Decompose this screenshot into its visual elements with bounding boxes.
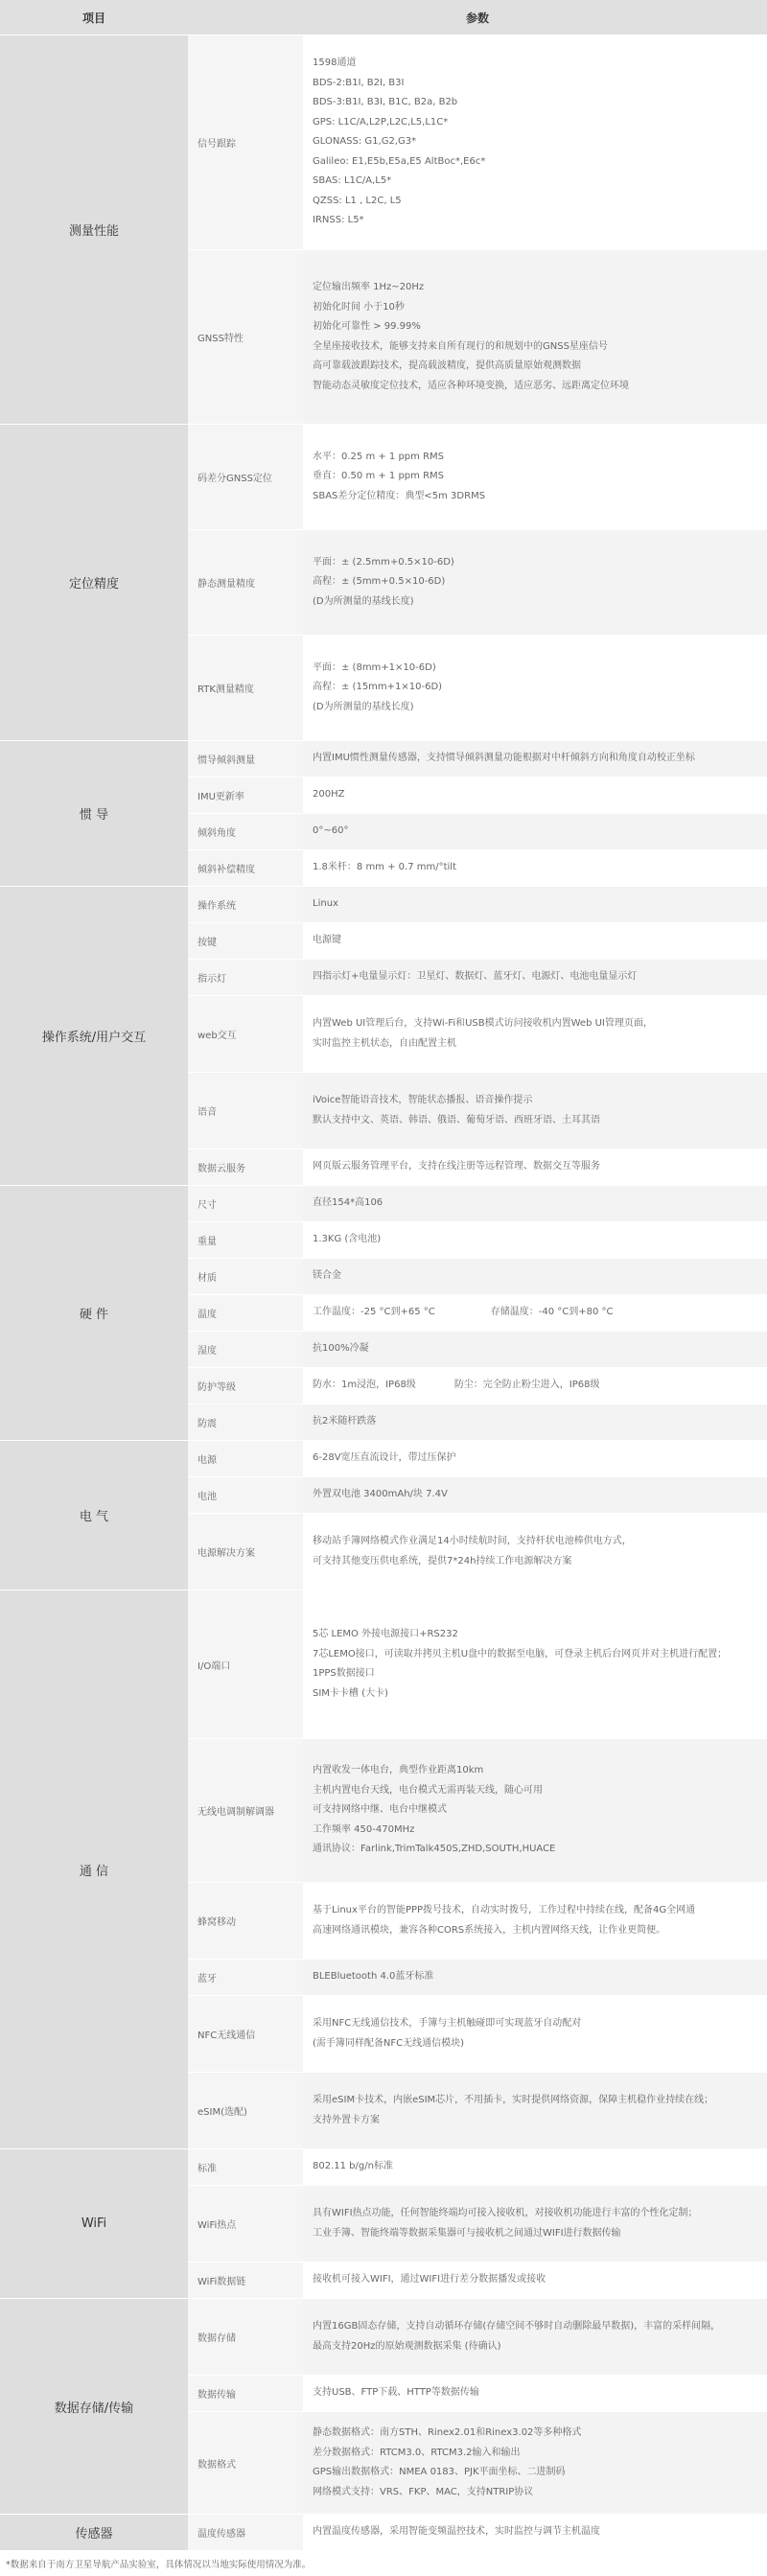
item-value: 水平：0.25 m + 1 ppm RMS 垂直：0.50 m + 1 ppm RMS SBAS差分定位精度：典型<5m 3DRMS [303,425,767,530]
item-value: 网页版云服务管理平台，支持在线注册等远程管理、数据交互等服务 [303,1149,767,1186]
item-label: 倾斜补偿精度 [188,850,303,887]
item-label: 无线电调制解调器 [188,1739,303,1883]
item-value: 外置双电池 3400mAh/块 7.4V [303,1477,767,1514]
item-value: 内置温度传感器，采用智能变频温控技术，实时监控与调节主机温度 [303,2515,767,2551]
item-label: I/O端口 [188,1590,303,1739]
item-label: 标准 [188,2149,303,2186]
header-params: 参数 [188,0,767,35]
category-wifi: WiFi [0,2149,188,2299]
header-row [0,0,767,35]
item-value: iVoice智能语音技术，智能状态播报、语音操作提示 默认支持中文、英语、韩语、俄语、葡萄牙语、西班牙语、土耳其语 [303,1073,767,1149]
footnote: *数据来自于南方卫星导航产品实验室，具体情况以当地实际使用情况为准。 [6,2560,312,2570]
item-value: 抗2米随杆跌落 [303,1404,767,1441]
item-label: GNSS特性 [188,250,303,425]
category-electric: 电 气 [0,1441,188,1590]
item-label: RTK测量精度 [188,636,303,741]
item-value: 定位输出频率 1Hz~20Hz 初始化时间 小于10秒 初始化可靠性 > 99.99% 全星座接收技术，能够支持来自所有现行的和规划中的GNSS星座信号 高可靠载波跟踪技术，提高载波精度，提供高质量原始观测数据 智能动态灵敏度定位技术，适应各种环境变换，适应恶劣、远距离定位环境 [303,250,767,425]
item-value: BLEBluetooth 4.0蓝牙标准 [303,1960,767,1996]
item-value: 内置收发一体电台，典型作业距离10km 主机内置电台天线，电台模式无需再装天线，随心可用 可支持网络中继、电台中继模式 工作频率 450-470MHz 通讯协议：Farlink,TrimTalk450S,ZHD,SOUTH,HUACE [303,1739,767,1883]
table-row [0,2299,767,2376]
item-label: 操作系统 [188,887,303,923]
item-value: 直径154*高106 [303,1186,767,1222]
item-label: 信号跟踪 [188,35,303,250]
item-label: 防护等级 [188,1368,303,1404]
table-row [0,425,767,530]
item-value: 防水：1m浸泡，IP68级 防尘：完全防止粉尘进入，IP68级 [303,1368,767,1404]
item-value: 0°~60° [303,814,767,850]
category-position: 定位精度 [0,425,188,741]
item-value: 采用NFC无线通信技术，手簿与主机触碰即可实现蓝牙自动配对 (需手簿同样配备NFC无线通信模块) [303,1996,767,2073]
item-label: 蜂窝移动 [188,1883,303,1960]
item-value: 采用eSIM卡技术，内嵌eSIM芯片，不用插卡，实时提供网络资源，保障主机稳作业持续在线； 支持外置卡方案 [303,2073,767,2149]
category-sensor: 传感器 [0,2515,188,2551]
item-value: 镁合金 [303,1259,767,1295]
item-value: 电源键 [303,923,767,960]
item-label: 惯导倾斜测量 [188,741,303,777]
category-measure: 测量性能 [0,35,188,425]
item-value: Linux [303,887,767,923]
category-comm: 通 信 [0,1590,188,2149]
item-value: 1.8米杆：8 mm + 0.7 mm/°tilt [303,850,767,887]
item-label: 电源解决方案 [188,1514,303,1590]
item-value: 具有WIFI热点功能，任何智能终端均可接入接收机，对接收机功能进行丰富的个性化定制； 工业手簿、智能终端等数据采集器可与接收机之间通过WIFI进行数据传输 [303,2186,767,2263]
table-row [0,1590,767,1739]
category-os: 操作系统/用户交互 [0,887,188,1186]
item-label: 温度 [188,1295,303,1332]
item-label: 数据云服务 [188,1149,303,1186]
item-value: 移动站手簿网络模式作业满足14小时续航时间，支持杆状电池棒供电方式， 可支持其他变压供电系统，提供7*24h持续工作电源解决方案 [303,1514,767,1590]
item-value: 支持USB、FTP下载、HTTP等数据传输 [303,2376,767,2412]
item-value: 802.11 b/g/n标准 [303,2149,767,2186]
item-label: WiFi热点 [188,2186,303,2263]
item-label: 重量 [188,1222,303,1259]
item-label: 倾斜角度 [188,814,303,850]
table-row [0,35,767,250]
item-label: 防震 [188,1404,303,1441]
category-inertial: 惯 导 [0,741,188,887]
item-label: 湿度 [188,1332,303,1368]
item-value: 四指示灯+电量显示灯：卫星灯、数据灯、蓝牙灯、电源灯、电池电量显示灯 [303,960,767,996]
header-item: 项目 [0,0,188,35]
item-label: 静态测量精度 [188,530,303,636]
item-value: 内置16GB固态存储，支持自动循环存储(存储空间不够时自动删除最早数据)，丰富的采样间隔， 最高支持20Hz的原始观测数据采集 (待确认) [303,2299,767,2376]
item-label: 码差分GNSS定位 [188,425,303,530]
item-label: eSIM(选配) [188,2073,303,2149]
category-hardware: 硬 件 [0,1186,188,1441]
item-label: 温度传感器 [188,2515,303,2551]
item-value: 200HZ [303,777,767,814]
item-label: 材质 [188,1259,303,1295]
item-label: 电源 [188,1441,303,1477]
table-row [0,1441,767,1477]
item-value: 5芯 LEMO 外接电源接口+RS232 7芯LEMO接口，可读取并拷贝主机U盘中的数据至电脑，可登录主机后台网页并对主机进行配置； 1PPS数据接口 SIM卡卡槽 (大卡) [303,1590,767,1739]
item-label: 数据传输 [188,2376,303,2412]
item-label: 尺寸 [188,1186,303,1222]
table-row [0,887,767,923]
item-label: 按键 [188,923,303,960]
item-label: 电池 [188,1477,303,1514]
item-label: NFC无线通信 [188,1996,303,2073]
item-value: 平面：± (8mm+1×10-6D) 高程：± (15mm+1×10-6D) (D为所测量的基线长度) [303,636,767,741]
item-value: 6-28V宽压直流设计，带过压保护 [303,1441,767,1477]
item-label: 蓝牙 [188,1960,303,1996]
item-value: 抗100%冷凝 [303,1332,767,1368]
table-row [0,2515,767,2551]
item-label: 数据存储 [188,2299,303,2376]
item-label: 语音 [188,1073,303,1149]
item-value: 1598通道 BDS-2:B1I, B2I, B3I BDS-3:B1I, B3I, B1C, B2a, B2b GPS: L1C/A,L2P,L2C,L5,L1C* GLONASS: G1,G2,G3* Galileo: E1,E5b,E5a,E5 AltBoc*,E6c* SBAS: L1C/A,L5* QZSS: L1 , L2C, L5 IRNSS: L5* [303,35,767,250]
item-value: 1.3KG (含电池) [303,1222,767,1259]
item-label: web交互 [188,996,303,1073]
item-value: 平面：± (2.5mm+0.5×10-6D) 高程：± (5mm+0.5×10-6D) (D为所测量的基线长度) [303,530,767,636]
item-value: 工作温度：-25 °C到+65 °C 存储温度：-40 °C到+80 °C [303,1295,767,1332]
table-row [0,2149,767,2186]
item-label: IMU更新率 [188,777,303,814]
item-label: 数据格式 [188,2412,303,2515]
table-row [0,1186,767,1222]
item-value: 内置IMU惯性测量传感器，支持惯导倾斜测量功能根据对中杆倾斜方向和角度自动校正坐标 [303,741,767,777]
item-value: 接收机可接入WIFI，通过WIFI进行差分数据播发或接收 [303,2263,767,2299]
item-value: 静态数据格式：南方STH、Rinex2.01和Rinex3.02等多种格式 差分数据格式：RTCM3.0、RTCM3.2输入和输出 GPS输出数据格式：NMEA 0183、PJK平面坐标、二进制码 网络模式支持：VRS、FKP、MAC，支持NTRIP协议 [303,2412,767,2515]
item-value: 基于Linux平台的智能PPP拨号技术，自动实时拨号，工作过程中持续在线，配备4G全网通 高速网络通讯模块，兼容各种CORS系统接入，主机内置网络天线，让作业更简便。 [303,1883,767,1960]
category-storage: 数据存储/传输 [0,2299,188,2515]
table-row [0,741,767,777]
item-label: 指示灯 [188,960,303,996]
item-label: WiFi数据链 [188,2263,303,2299]
item-value: 内置Web UI管理后台，支持Wi-Fi和USB模式访问接收机内置Web UI管理页面， 实时监控主机状态，自由配置主机 [303,996,767,1073]
